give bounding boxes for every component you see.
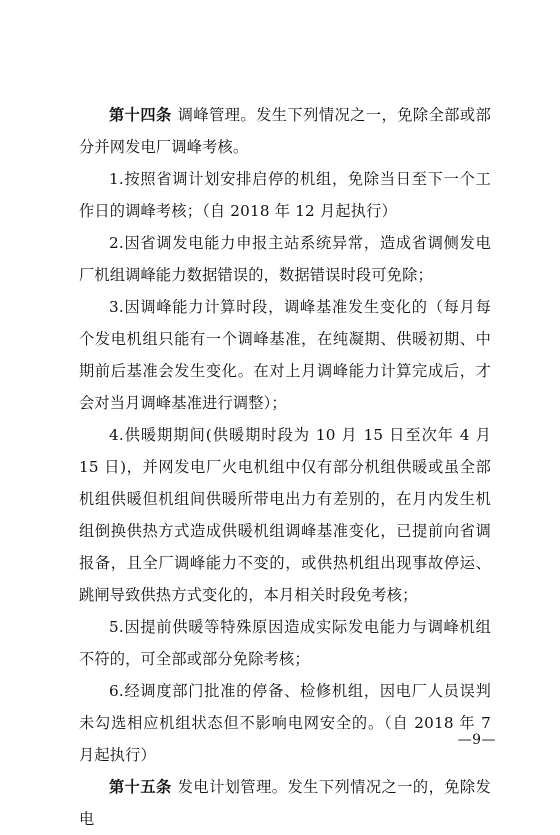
list-item-5: 5.因提前供暖等特殊原因造成实际发电能力与调峰机组不符的，可全部或部分免除考核； <box>79 618 491 668</box>
list-item-2: 2.因省调发电能力申报主站系统异常，造成省调侧发电厂机组调峰能力数据错误的，数据错误时段可免除； <box>79 234 491 284</box>
article-15-heading: 第十五条 <box>109 778 172 796</box>
document-body <box>79 99 491 835</box>
list-item-1: 1.按照省调计划安排启停的机组，免除当日至下一个工作日的调峰考核；（自 2018 年 12 月起执行） <box>79 170 491 220</box>
page-number: —9— <box>457 732 496 748</box>
list-item-6: 6.经调度部门批准的停备、检修机组，因电厂人员误判未勾选相应机组状态但不影响电网安全的。（自 2018 年 7 月起执行） <box>79 682 491 764</box>
article-14-heading: 第十四条 <box>109 106 172 124</box>
list-item-4: 4.供暖期期间(供暖期时段为 10 月 15 日至次年 4 月 15 日)，并网发电厂火电机组中仅有部分机组供暖或虽全部机组供暖但机组间供暖所带电出力有差别的，在月内发生机组倒换供热方式造成供暖机组调峰基准变化，已提前向省调报备，且全厂调峰能力不变的，或供热机组出现事故停运、跳闸导致供热方式变化的，本月相关时段免考核； <box>79 426 491 604</box>
article-14-text: 调峰管理。发生下列情况之一，免除全部或部分并网发电厂调峰考核。 <box>79 106 491 156</box>
list-item-3: 3.因调峰能力计算时段，调峰基准发生变化的（每月每个发电机组只能有一个调峰基准，在纯凝期、供暖初期、中期前后基准会发生变化。在对上月调峰能力计算完成后，才会对当月调峰基准进行调整）； <box>79 298 491 412</box>
article-15-text: 发电计划管理。发生下列情况之一的，免除发电 <box>79 778 491 828</box>
article-15-paragraph <box>79 771 491 835</box>
article-14-paragraph <box>79 99 491 163</box>
